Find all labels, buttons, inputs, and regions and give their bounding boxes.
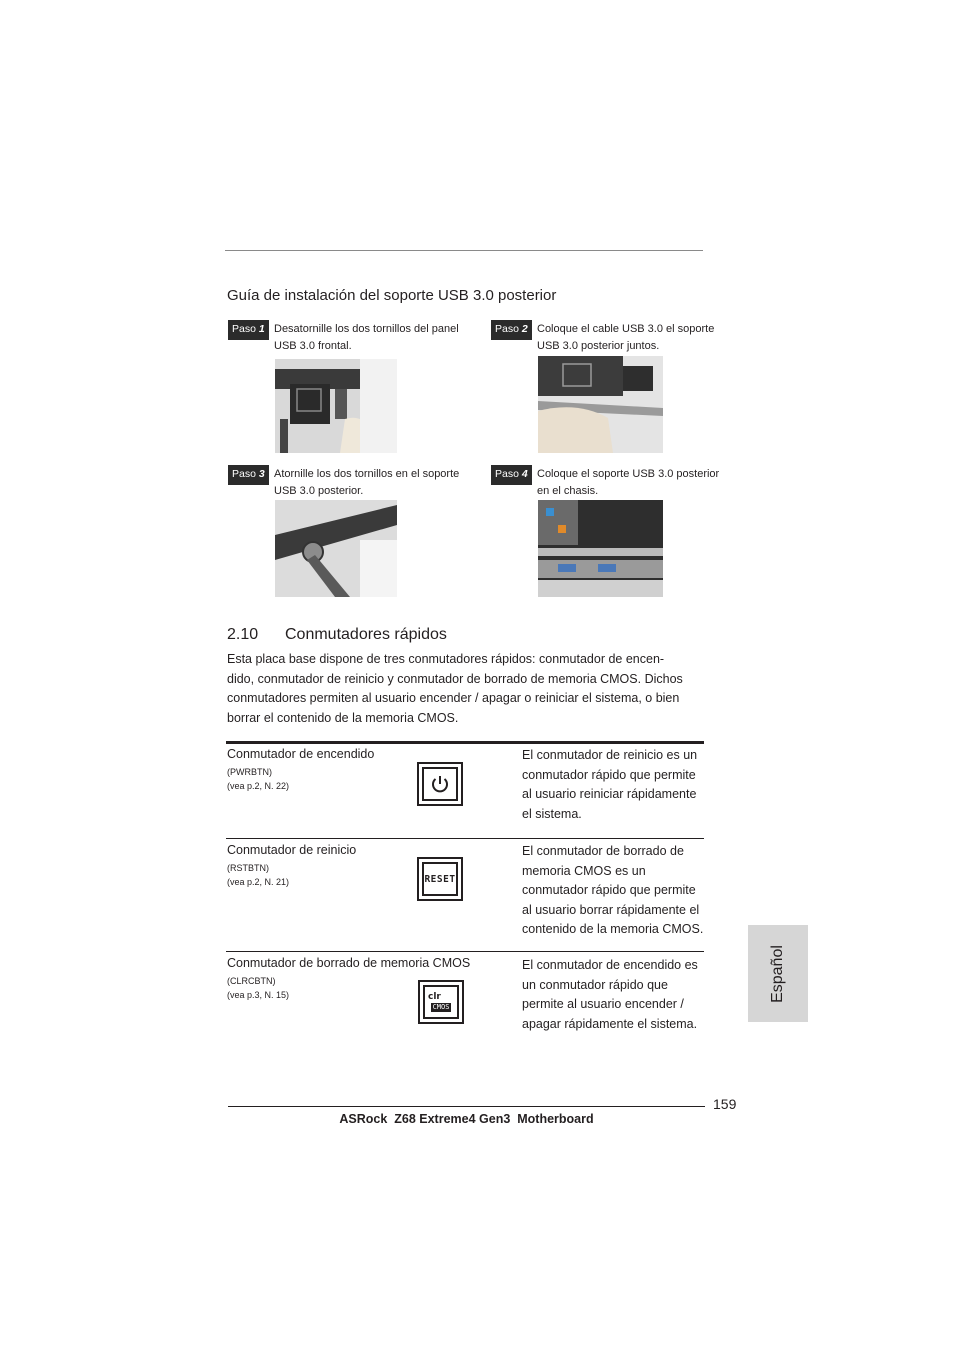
power-switch-desc: El conmutador de reinicio es un conmutador rápido que permite al usuario reiniciar rápidamente el sistema. bbox=[522, 748, 698, 821]
step-1-badge: Paso 1 bbox=[228, 320, 269, 340]
quick-switches-intro: Esta placa base dispone de tres conmutadores rápidos: conmutador de encen- dido, conmutador de reinicio y conmutador de borrado de memoria CMOS. Dichos conmutadores permiten al usuario encender / apagar o reiniciar el sistema, o bien borrar el contenido de la memoria CMOS. bbox=[227, 652, 683, 725]
reset-icon: RESET bbox=[417, 857, 463, 901]
power-switch-ref: (vea p.2, N. 22) bbox=[227, 781, 290, 791]
clear-cmos-switch-code: (CLRCBTN) bbox=[227, 976, 276, 986]
power-switch-code: (PWRBTN) bbox=[227, 767, 272, 777]
table-row-rule-1 bbox=[226, 838, 704, 839]
clear-cmos-switch-name: Conmutador de borrado de memoria CMOS bbox=[227, 956, 471, 970]
clear-cmos-switch-ref: (vea p.3, N. 15) bbox=[227, 990, 290, 1000]
reset-switch-desc: El conmutador de borrado de memoria CMOS es un conmutador rápido que permite al usuario borrar rápidamente el contenido de la memoria CMOS. bbox=[522, 844, 704, 936]
page-number: 159 bbox=[713, 1096, 737, 1112]
step-2-text: Coloque el cable USB 3.0 el soporte USB 3.0 posterior juntos. bbox=[537, 323, 715, 352]
table-top-rule bbox=[226, 741, 704, 744]
clear-cmos-switch-desc: El conmutador de encendido es un conmutador rápido que permite al usuario encender / apagar rápidamente el sistema. bbox=[522, 958, 698, 1031]
step-3-badge: Paso 3 bbox=[228, 465, 269, 485]
section-title: Guía de instalación del soporte USB 3.0 posterior bbox=[227, 287, 557, 304]
language-tab: Español bbox=[748, 925, 808, 1022]
clear-cmos-icon: clr CMOS bbox=[418, 980, 464, 1024]
quick-switches-heading: 2.10 Conmutadores rápidos bbox=[227, 626, 447, 643]
power-icon bbox=[417, 762, 463, 806]
step-4-text: Coloque el soporte USB 3.0 posterior en el chasis. bbox=[537, 468, 720, 497]
step-1-text: Desatornille los dos tornillos del panel USB 3.0 frontal. bbox=[274, 323, 459, 352]
reset-switch-ref: (vea p.2, N. 21) bbox=[227, 877, 290, 887]
step-2-photo bbox=[538, 356, 663, 453]
step-4-photo bbox=[538, 500, 663, 597]
reset-switch-name: Conmutador de reinicio bbox=[227, 843, 357, 857]
step-2-badge: Paso 2 bbox=[491, 320, 532, 340]
footer-title: ASRock Z68 Extreme4 Gen3 Motherboard bbox=[339, 1112, 594, 1126]
table-row-rule-2 bbox=[226, 951, 704, 952]
reset-switch-code: (RSTBTN) bbox=[227, 863, 269, 873]
step-1-photo bbox=[275, 359, 397, 453]
step-3-photo bbox=[275, 500, 397, 597]
step-4-badge: Paso 4 bbox=[491, 465, 532, 485]
power-switch-name: Conmutador de encendido bbox=[227, 747, 375, 761]
top-rule bbox=[225, 250, 703, 251]
footer-rule bbox=[228, 1106, 705, 1107]
step-3-text: Atornille los dos tornillos en el soporte USB 3.0 posterior. bbox=[274, 468, 460, 497]
